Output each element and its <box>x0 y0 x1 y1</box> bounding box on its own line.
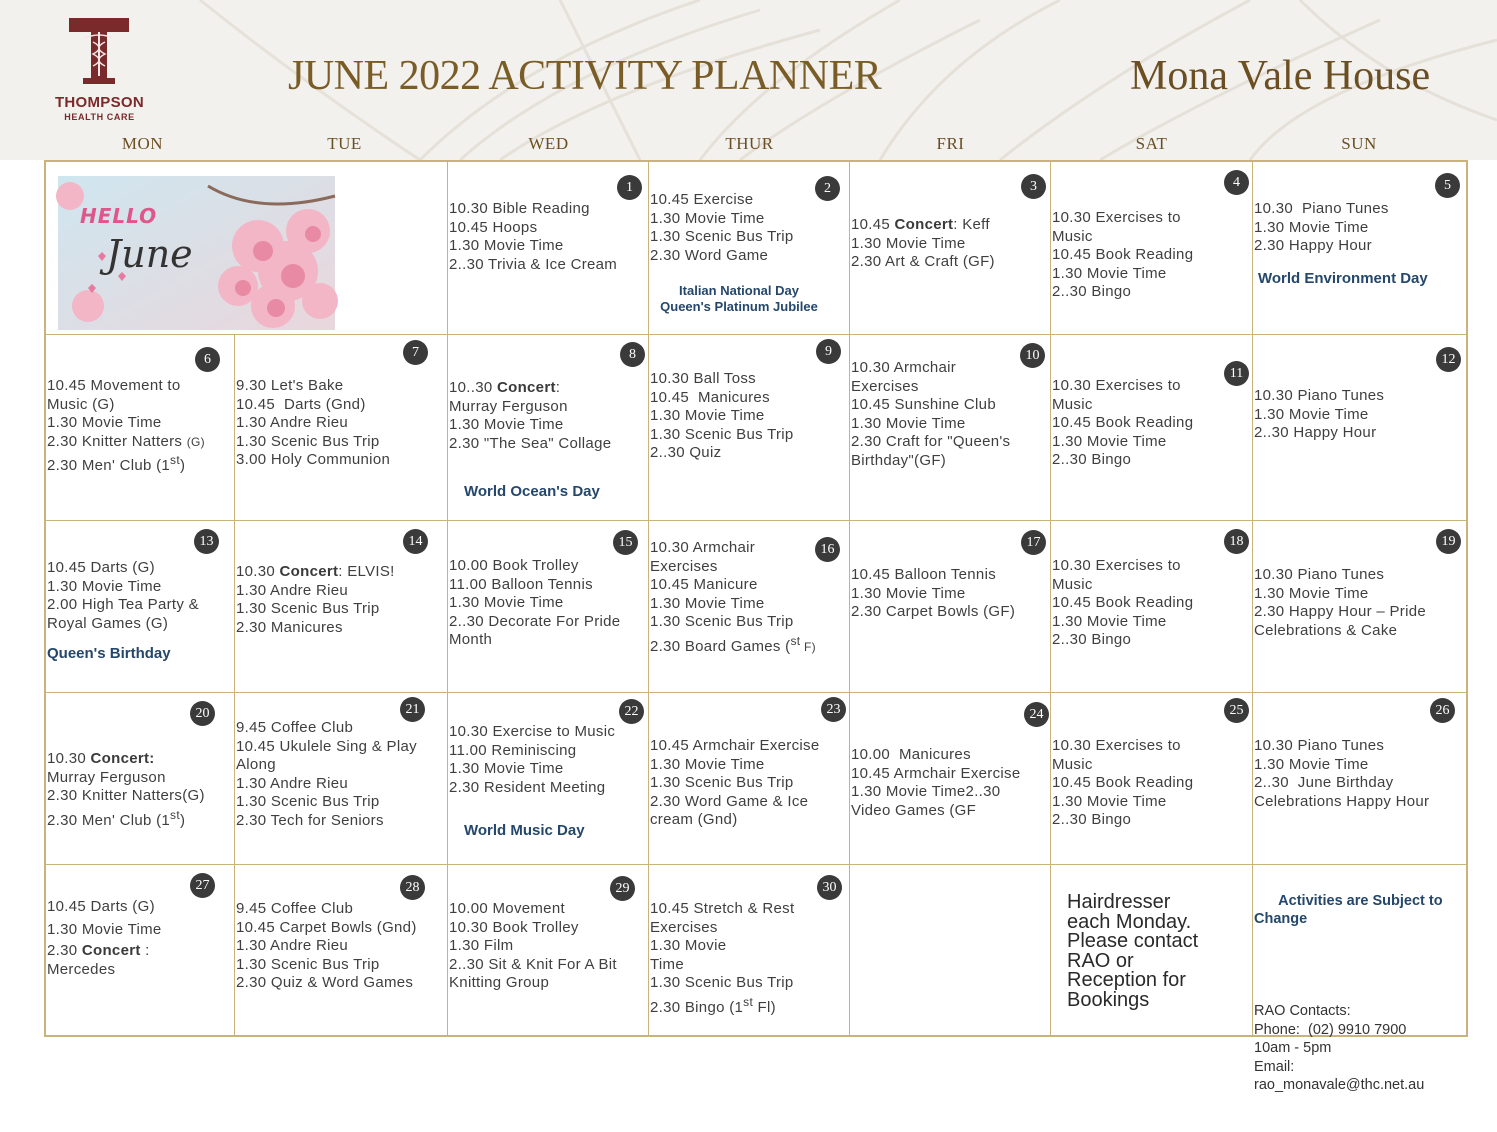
day-number: 9 <box>816 339 841 364</box>
day-cell-23 <box>649 693 850 865</box>
logo-subtitle: HEALTH CARE <box>64 112 135 122</box>
activity-line: 9.45 Coffee Club <box>236 900 354 917</box>
activity-line: 1.30 Movie Time <box>1052 264 1167 282</box>
activity-line: 10.45 Armchair Exercise <box>851 764 1021 782</box>
activity-line: 9.45 Coffee Club <box>236 719 354 736</box>
activity-line: 1.30 Movie Time <box>1052 792 1167 810</box>
activity-list <box>1254 387 1384 443</box>
activity-line: 1.30 Scenic Bus Trip <box>650 228 794 245</box>
activity-line: 1.30 Scenic Bus Trip <box>236 793 380 810</box>
activity-line: 1.30 Scenic Bus Trip <box>650 425 794 443</box>
day-number: 26 <box>1430 698 1455 723</box>
activity-line: 1.30 Scenic Bus Trip <box>650 774 794 791</box>
activity-line: 1.30 Movie Time <box>449 416 564 433</box>
day-cell-12 <box>1253 335 1468 521</box>
activity-line: Exercises <box>650 918 718 936</box>
day-header-tue: TUE <box>327 134 362 153</box>
activity-line: Exercises <box>650 557 718 575</box>
special-event: World Environment Day <box>1258 270 1428 287</box>
activity-line: 10.45 Book Reading <box>1052 414 1194 431</box>
activity-list <box>650 737 819 830</box>
activity-list <box>47 750 205 830</box>
hairdresser-notice: Hairdresser each Monday. Please contact RAO or Reception for Bookings <box>1067 891 1199 1011</box>
activity-line: 2..30 Bingo <box>1052 631 1132 648</box>
activity-line: Birthday"(GF) <box>851 451 947 469</box>
activity-line: 10.45 Carpet Bowls (Gnd) <box>236 918 417 936</box>
activity-line: 10.30 Ball Toss <box>650 370 756 387</box>
concert-line: 10..30 Concert: <box>449 379 561 396</box>
activity-line: 2.30 Happy Hour <box>1254 237 1372 254</box>
activity-line: 1.30 Movie Time <box>1052 432 1167 450</box>
activity-line: 10.45 Ukulele Sing & Play <box>236 737 417 755</box>
activity-line: 1.30 Movie Time <box>650 407 765 424</box>
day-cell-19 <box>1253 521 1468 693</box>
activity-line: Video Games (GF <box>851 801 977 819</box>
day-number: 20 <box>190 701 215 726</box>
special-event <box>651 283 827 315</box>
caduceus-logo-icon <box>69 18 129 86</box>
activity-line: 1.30 Movie Time <box>851 414 966 432</box>
activity-line: 2.30 Bingo (1st Fl) <box>650 994 776 1016</box>
activity-list <box>1052 377 1193 470</box>
activity-line: Along <box>236 756 276 773</box>
day-number: 25 <box>1224 698 1249 723</box>
activity-list <box>236 719 417 830</box>
activity-list <box>851 566 1015 622</box>
activity-line: 1.30 Scenic Bus Trip <box>236 600 380 617</box>
activity-list <box>449 900 617 993</box>
activity-line: 10.45 Armchair Exercise <box>650 737 820 754</box>
day-number: 19 <box>1436 529 1461 554</box>
activity-list <box>47 377 205 476</box>
day-number: 21 <box>400 697 425 722</box>
notice-cell <box>1253 865 1468 1093</box>
activity-line: 10.45 Manicure <box>650 576 758 593</box>
logo-name: THOMPSON <box>54 94 145 111</box>
activity-line: 10.45 Exercise <box>650 191 754 208</box>
day-header-wed: WED <box>528 134 569 153</box>
activity-line: 2.30 Knitter Natters (G) <box>47 432 205 450</box>
activity-line: 2..30 Sit & Knit For A Bit <box>449 955 617 973</box>
activity-line: Murray Ferguson <box>47 768 166 786</box>
notice-block <box>1254 873 1443 1132</box>
activity-line: 1.30 Movie Time <box>47 414 162 431</box>
activity-line: 1.30 Movie Time <box>650 594 765 612</box>
empty-cell <box>850 865 1051 1035</box>
activity-line: 10.30 Exercises to <box>1052 377 1181 394</box>
day-cell-24 <box>850 693 1051 865</box>
activity-list <box>449 557 620 650</box>
hello-june-cell <box>46 162 448 335</box>
activity-line: 10.45 Sunshine Club <box>851 396 996 413</box>
day-cell-29 <box>448 865 649 1035</box>
day-cell-30 <box>649 865 850 1035</box>
activity-line: 1.30 Andre Rieu <box>236 581 349 599</box>
activity-line: 10.00 Movement <box>449 900 565 917</box>
day-header-mon: MON <box>121 134 164 153</box>
activity-list <box>1254 566 1426 640</box>
hairdresser-cell <box>1051 865 1253 1035</box>
calendar-grid <box>44 160 1468 1093</box>
activity-line: 2.30 Manicures <box>236 618 343 636</box>
activity-line: 10.45 Manicures <box>650 388 770 406</box>
activity-list <box>851 746 1020 820</box>
activity-list <box>449 723 615 797</box>
activity-line: Music <box>1052 755 1093 773</box>
day-cell-25 <box>1051 693 1253 865</box>
activity-list <box>236 377 390 470</box>
day-number: 6 <box>195 347 220 372</box>
activity-list <box>650 539 816 656</box>
day-number: 11 <box>1224 361 1249 386</box>
activity-line: 1.30 Movie Time <box>650 755 765 773</box>
activity-line: 11.00 Reminiscing <box>449 741 577 759</box>
activity-line: 2.30 Happy Hour – Pride <box>1254 603 1426 620</box>
activity-line: 1.30 Movie Time2..30 <box>851 783 1001 800</box>
special-event: World Ocean's Day <box>464 483 600 500</box>
activity-line: 10.30 Armchair <box>851 359 957 376</box>
event-line: Queen's Platinum Jubilee <box>660 299 818 314</box>
activity-line: 10.30 Piano Tunes <box>1254 566 1385 583</box>
day-header-sun: SUN <box>1341 134 1377 153</box>
activity-line: 10.30 Exercises to <box>1052 209 1181 226</box>
day-number: 7 <box>403 340 428 365</box>
day-number: 8 <box>620 342 645 367</box>
activity-line: 2.30 "The Sea" Collage <box>449 434 612 452</box>
day-number: 17 <box>1021 530 1046 555</box>
day-cell-10 <box>850 335 1051 521</box>
day-number: 23 <box>821 697 846 722</box>
day-number: 16 <box>815 537 840 562</box>
concert-line: 10.45 Concert: Keff <box>851 216 990 233</box>
hello-text: HELLO <box>80 204 158 228</box>
activity-list <box>1254 200 1389 256</box>
activity-line: 1.30 Andre Rieu <box>236 937 349 954</box>
day-cell-9 <box>649 335 850 521</box>
activity-line: 2..30 June Birthday <box>1254 774 1394 791</box>
activity-line: 10.30 Exercise to Music <box>449 723 616 740</box>
activity-line: 1.30 Film <box>449 937 514 954</box>
activity-line: Murray Ferguson <box>449 397 568 415</box>
concert-line: 10.30 Concert: ELVIS! <box>236 563 395 580</box>
activity-line: 10.00 Book Trolley <box>449 557 579 574</box>
activity-list <box>1052 557 1193 650</box>
activity-line: Exercises <box>851 377 919 395</box>
activity-line: 1.30 Andre Rieu <box>236 774 349 792</box>
activity-line: 1.30 Movie Time <box>1254 755 1369 773</box>
activity-line: 10.45 Hoops <box>449 218 538 236</box>
activity-line: 1.30 Andre Rieu <box>236 414 349 431</box>
day-cell-16 <box>649 521 850 693</box>
activity-line: 1.30 Movie Time <box>449 237 564 254</box>
day-cell-20 <box>46 693 235 865</box>
activity-line: Royal Games (G) <box>47 614 169 632</box>
activity-line: 2.30 Board Games ($^{st}$ F) <box>650 633 816 655</box>
day-number: 13 <box>194 529 219 554</box>
activity-line: 2.30 Quiz & Word Games <box>236 974 414 991</box>
day-cell-17 <box>850 521 1051 693</box>
activity-line: 2..30 Bingo <box>1052 283 1132 300</box>
activity-line: 1.30 Movie Time <box>47 921 162 938</box>
activity-line: 2..30 Trivia & Ice Cream <box>449 255 618 273</box>
activity-list <box>1052 209 1193 302</box>
activity-line: 1.30 Movie Time <box>851 234 966 252</box>
day-cell-6 <box>46 335 235 521</box>
activity-line: 11.00 Balloon Tennis <box>449 575 593 593</box>
day-cell-2 <box>649 162 850 335</box>
activity-line: 2..30 Decorate For Pride <box>449 612 621 630</box>
day-cell-14 <box>235 521 448 693</box>
activity-line: 3.00 Holy Communion <box>236 451 391 468</box>
activity-list <box>47 895 162 979</box>
activity-line: 2.30 Word Game & Ice <box>650 792 809 810</box>
day-cell-13 <box>46 521 235 693</box>
activity-line: 10.45 Book Reading <box>1052 774 1194 791</box>
activity-line: Celebrations & Cake <box>1254 621 1398 639</box>
activity-line: 1.30 Scenic Bus Trip <box>650 613 794 630</box>
activity-line: 2.30 Craft for "Queen's <box>851 433 1011 450</box>
thompson-logo <box>42 14 157 124</box>
day-number: 30 <box>817 875 842 900</box>
concert-line: 2.30 Concert : <box>47 942 150 959</box>
day-cell-26 <box>1253 693 1468 865</box>
activity-line: 10.45 Darts (G) <box>47 559 155 576</box>
activity-line: 10.30 Piano Tunes <box>1254 737 1385 754</box>
day-cell-8 <box>448 335 649 521</box>
activity-list <box>851 216 995 272</box>
day-cell-3 <box>850 162 1051 335</box>
activity-line: 10.45 Stretch & Rest <box>650 900 795 917</box>
day-number: 29 <box>610 876 635 901</box>
activity-list <box>236 900 417 993</box>
activity-line: 10.30 Exercises to <box>1052 737 1181 754</box>
house-name: Mona Vale House <box>1130 53 1431 99</box>
activity-line: 10.30 Book Trolley <box>449 918 579 936</box>
day-cell-28 <box>235 865 448 1035</box>
activity-line: 1.30 Movie Time <box>1254 584 1369 602</box>
activity-line: Celebrations Happy Hour <box>1254 792 1430 810</box>
day-number: 5 <box>1435 173 1460 198</box>
activity-list <box>650 900 794 1017</box>
activity-line: 2.00 High Tea Party & <box>47 596 199 613</box>
activity-line: 10.45 Balloon Tennis <box>851 566 996 583</box>
day-cell-22 <box>448 693 649 865</box>
day-cell-15 <box>448 521 649 693</box>
special-event: World Music Day <box>464 822 585 839</box>
activity-list <box>650 370 794 463</box>
activity-line: 10.30 Exercises to <box>1052 557 1181 574</box>
activity-list <box>650 191 794 265</box>
activity-line: 2.30 Tech for Seniors <box>236 811 384 829</box>
activity-list <box>47 559 199 633</box>
activity-line: 2.30 Resident Meeting <box>449 778 606 796</box>
day-number: 10 <box>1020 343 1045 368</box>
activity-line: 9.30 Let's Bake <box>236 377 344 394</box>
activity-line: 1.30 Scenic Bus Trip <box>650 974 794 991</box>
activity-line: 10.30 Bible Reading <box>449 200 590 217</box>
activity-line: 1.30 Movie Time <box>851 584 966 602</box>
activity-line: 2..30 Bingo <box>1052 451 1132 468</box>
activity-line: 2..30 Bingo <box>1052 811 1132 828</box>
activity-line: 1.30 Movie <box>650 937 727 954</box>
activity-line: 10.45 Darts (G) <box>47 898 155 915</box>
activity-line: 10.45 Book Reading <box>1052 246 1194 263</box>
activity-line: Music (G) <box>47 395 115 413</box>
day-number: 24 <box>1024 702 1049 727</box>
activity-line: 1.30 Scenic Bus Trip <box>236 955 380 973</box>
activity-line: 1.30 Movie Time <box>650 209 765 227</box>
activity-list <box>1052 737 1193 830</box>
activity-line: Music <box>1052 395 1093 413</box>
activity-list <box>236 563 395 637</box>
day-number: 27 <box>190 873 215 898</box>
activity-list <box>449 200 617 274</box>
activity-line: 10.30 Piano Tunes <box>1254 387 1385 404</box>
day-cell-11 <box>1051 335 1253 521</box>
day-number: 15 <box>613 530 638 555</box>
activity-line: Knitting Group <box>449 974 550 991</box>
day-header-sat: SAT <box>1135 134 1168 153</box>
day-number: 18 <box>1224 529 1249 554</box>
day-number: 22 <box>619 699 644 724</box>
day-headers <box>44 134 1468 160</box>
activity-line: Music <box>1052 575 1093 593</box>
activity-line: 2.30 Word Game <box>650 246 769 264</box>
day-cell-7 <box>235 335 448 521</box>
activity-line: 1.30 Movie Time <box>449 594 564 611</box>
special-event: Queen's Birthday <box>47 645 171 662</box>
page-title: JUNE 2022 ACTIVITY PLANNER <box>288 53 882 99</box>
june-text: June <box>106 232 193 276</box>
activity-line: 2..30 Quiz <box>650 444 722 461</box>
activity-line: Music <box>1052 227 1093 245</box>
activity-line: cream (Gnd) <box>650 811 738 828</box>
day-cell-4 <box>1051 162 1253 335</box>
activity-list <box>1254 737 1429 811</box>
activity-line: 1.30 Movie Time <box>449 760 564 777</box>
activity-line: 1.30 Movie Time <box>1052 612 1167 630</box>
activity-line: Time <box>650 955 684 973</box>
day-cell-18 <box>1051 521 1253 693</box>
day-cell-1 <box>448 162 649 335</box>
day-number: 14 <box>403 529 428 554</box>
rao-contacts: RAO Contacts: Phone: (02) 9910 7900 10am - 5pm Email: rao_monavale@thc.net.au <box>1254 1003 1425 1093</box>
concert-line: 10.30 Concert: <box>47 750 155 767</box>
activity-line: 1.30 Movie Time <box>1254 218 1369 236</box>
day-header-fri: FRI <box>936 134 965 153</box>
day-number: 2 <box>815 176 840 201</box>
activity-line: 1.30 Movie Time <box>1254 405 1369 423</box>
activity-line: 10.45 Movement to <box>47 377 181 394</box>
activity-line: 10.45 Book Reading <box>1052 594 1194 611</box>
day-header-thur: THUR <box>725 134 774 153</box>
activity-list <box>851 359 1010 470</box>
day-number: 3 <box>1021 174 1046 199</box>
activity-line: 1.30 Movie Time <box>47 577 162 595</box>
activity-line: Mercedes <box>47 961 116 978</box>
activity-line: 1.30 Scenic Bus Trip <box>236 432 380 450</box>
day-number: 28 <box>400 875 425 900</box>
day-number: 4 <box>1224 170 1249 195</box>
notice-heading: Activities are Subject to Change <box>1254 892 1443 927</box>
activity-line: 10.00 Manicures <box>851 746 971 763</box>
event-line: Italian National Day <box>679 283 799 298</box>
activity-line: 2.30 Art & Craft (GF) <box>851 253 995 270</box>
activity-line: 10.30 Piano Tunes <box>1254 200 1389 217</box>
day-number: 1 <box>617 175 642 200</box>
hello-june-image <box>58 176 335 330</box>
activity-line: Month <box>449 631 493 648</box>
activity-line: 2.30 Men' Club (1st) <box>47 807 186 829</box>
day-number: 12 <box>1436 347 1461 372</box>
activity-list <box>449 379 611 453</box>
activity-line: 10.30 Armchair <box>650 539 756 556</box>
day-cell-21 <box>235 693 448 865</box>
day-cell-27 <box>46 865 235 1035</box>
activity-line: 2.30 Men' Club (1st) <box>47 453 186 474</box>
activity-line: 2..30 Happy Hour <box>1254 424 1377 441</box>
activity-line: 2.30 Carpet Bowls (GF) <box>851 603 1016 620</box>
activity-line: 10.45 Darts (Gnd) <box>236 395 366 413</box>
activity-line: 2.30 Knitter Natters(G) <box>47 787 205 804</box>
day-cell-5 <box>1253 162 1468 335</box>
